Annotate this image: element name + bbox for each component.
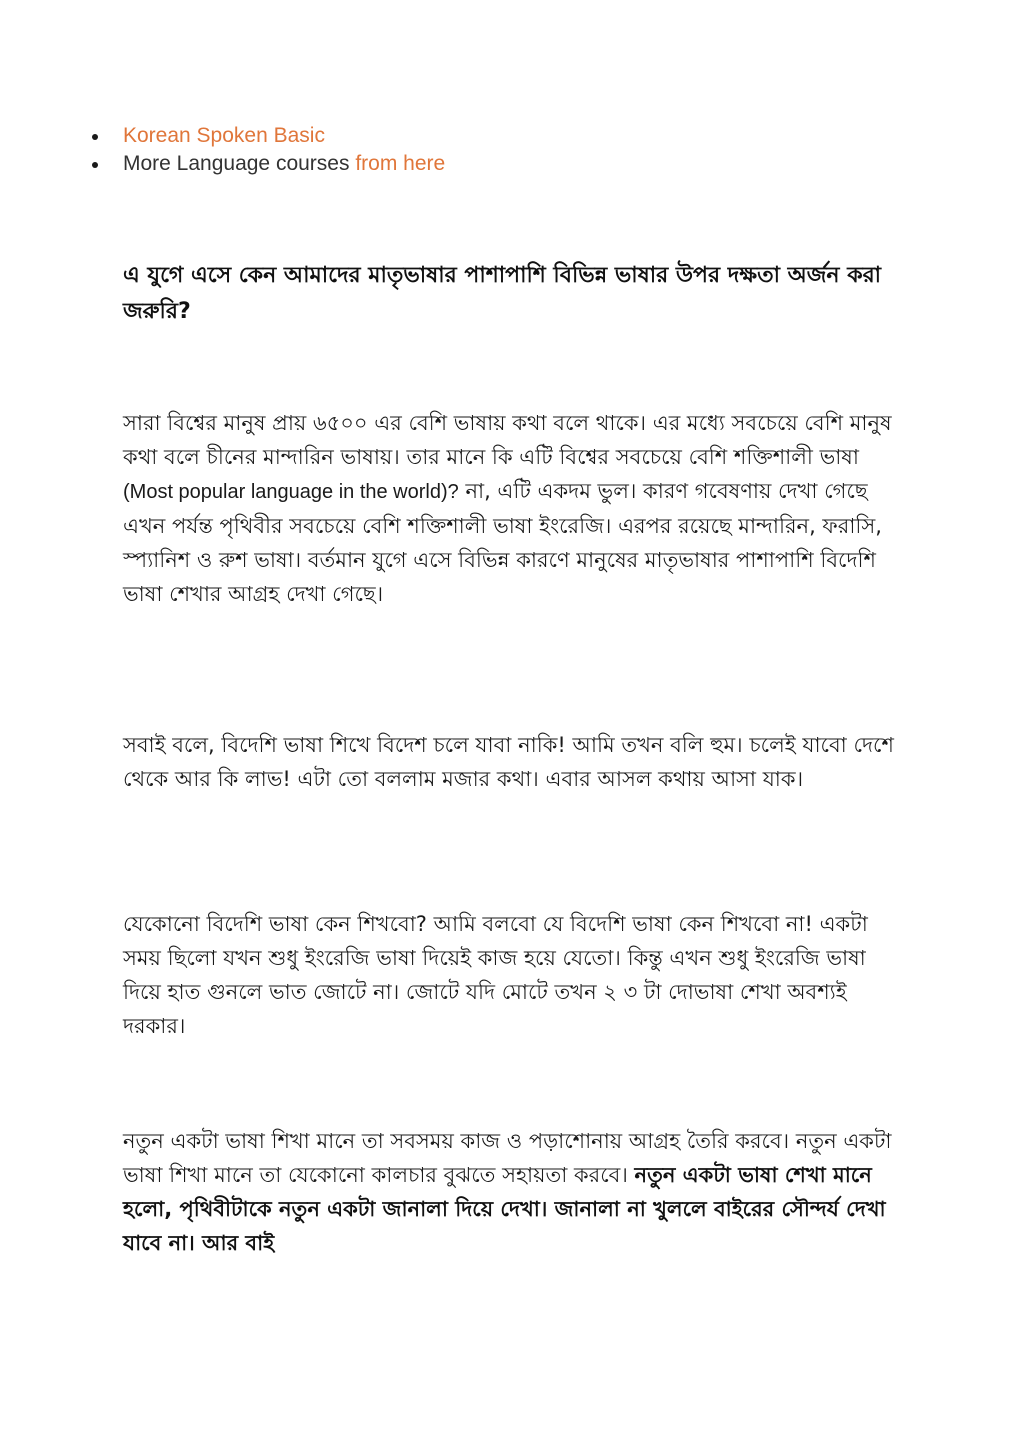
paragraph-why-learn: যেকোনো বিদেশি ভাষা কেন শিখবো? আমি বলবো যে বিদেশি ভাষা কেন শিখবো না! একটা সময় ছিলো যখন শুধু ইংরেজি ভাষা দিয়েই কাজ হয়ে যেতো। কিন্তু এখন শুধু ইংরেজি ভাষা দিয়ে হাত গুনলে ভাত জোটে না। জোটে যদি মোটে তখন ২ ৩ টা দোভাষা শেখা অবশ্যই দরকার। bbox=[123, 912, 868, 1038]
more-courses-text: More Language courses bbox=[123, 152, 356, 175]
article-heading: এ যুগে এসে কেন আমাদের মাতৃভাষার পাশাপাশি বিভিন্ন ভাষার উপর দক্ষতা অর্জন করা জরুরি? bbox=[123, 263, 882, 324]
paragraph-joke: সবাই বলে, বিদেশি ভাষা শিখে বিদেশ চলে যাবা নাকি! আমি তখন বলি হুম। চলেই যাবো দেশে থেকে আর কি লাভ! এটা তো বললাম মজার কথা। এবার আসল কথায় আসা যাক। bbox=[123, 733, 894, 791]
bullet-icon bbox=[92, 134, 98, 140]
paragraph-world-languages bbox=[123, 406, 903, 611]
paragraph-text: নতুন একটা ভাষা শিখা মানে তা সবসময় কাজ ও পড়াশোনায় আগ্রহ তৈরি করবে। নতুন একটা ভাষা শিখা মানে তা যেকোনো কালচার বুঝতে সহায়তা করবে। bbox=[123, 1129, 892, 1187]
list-item bbox=[88, 122, 445, 150]
list-item bbox=[88, 150, 445, 178]
paragraph-bold-text: নতুন একটা ভাষা শেখা মানে হলো, পৃথিবীটাকে নতুন একটা জানালা দিয়ে দেখা। জানালা না খুললে বাইরের সৌন্দর্য দেখা যাবে না। আর বাই bbox=[123, 1163, 886, 1255]
english-phrase: (Most popular language in the world)? bbox=[123, 481, 459, 503]
paragraph-new-language bbox=[123, 1124, 903, 1260]
korean-spoken-basic-link[interactable]: Korean Spoken Basic bbox=[123, 124, 325, 147]
paragraph-text: না, এটি একদম ভুল। কারণ গবেষণায় দেখা গেছে এখন পর্যন্ত পৃথিবীর সবচেয়ে বেশি শক্তিশালী ভাষা ইংরেজি। এরপর রয়েছে মান্দারিন, ফরাসি, স্প্যানিশ ও রুশ ভাষা। বর্তমান যুগে এসে বিভিন্ন কারণে মানুষের মাতৃভাষার পাশাপাশি বিদেশি ভাষা শেখার আগ্রহ দেখা গেছে। bbox=[123, 479, 882, 606]
paragraph-text: সারা বিশ্বের মানুষ প্রায় ৬৫০০ এর বেশি ভাষায় কথা বলে থাকে। এর মধ্যে সবচেয়ে বেশি মানুষ কথা বলে চীনের মান্দারিন ভাষায়। তার মানে কি এটি বিশ্বের সবচেয়ে বেশি শক্তিশালী ভাষা bbox=[123, 411, 892, 469]
bullet-icon bbox=[92, 162, 98, 168]
course-links-list bbox=[88, 122, 445, 178]
from-here-link[interactable]: from here bbox=[355, 152, 446, 175]
